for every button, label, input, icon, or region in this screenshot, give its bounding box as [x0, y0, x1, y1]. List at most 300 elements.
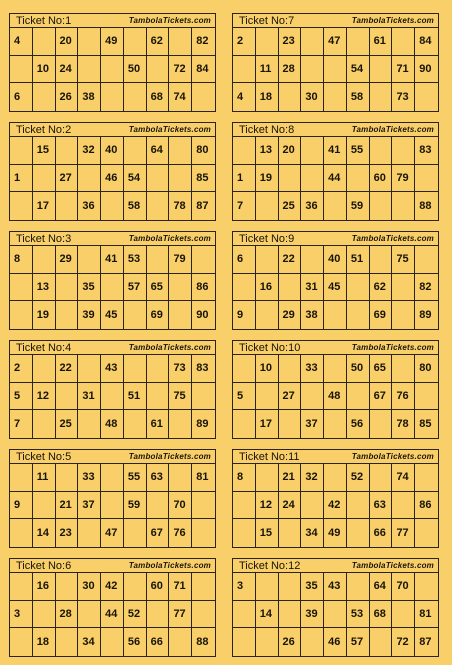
number-cell — [124, 355, 147, 383]
site-name-label: TambolaTickets.com — [128, 16, 211, 25]
number-cell — [124, 573, 147, 601]
number-cell: 89 — [196, 418, 209, 431]
number-cell — [279, 410, 302, 438]
number-cell — [56, 137, 79, 165]
number-grid — [10, 28, 215, 111]
number-cell: 25 — [56, 410, 79, 438]
number-cell: 30 — [301, 83, 324, 111]
number-cell: 72 — [392, 628, 415, 656]
number-cell — [78, 410, 101, 438]
number-cell: 40 — [101, 137, 124, 165]
number-cell: 22 — [56, 355, 79, 383]
number-cell — [324, 601, 347, 629]
number-cell — [279, 165, 302, 193]
number-cell: 39 — [78, 301, 101, 329]
number-cell: 80 — [415, 355, 438, 383]
number-cell: 47 — [101, 519, 124, 547]
number-cell: 58 — [124, 192, 147, 220]
number-cell: 42 — [101, 573, 124, 601]
number-cell — [347, 301, 370, 329]
number-grid — [233, 28, 438, 111]
number-cell — [33, 246, 56, 274]
number-cell: 81 — [192, 464, 215, 492]
number-cell — [169, 410, 192, 438]
ticket-number-label: Ticket No:12 — [239, 559, 301, 572]
number-cell: 31 — [301, 274, 324, 302]
number-cell — [370, 83, 393, 111]
number-cell: 77 — [392, 519, 415, 547]
number-cell: 17 — [256, 410, 279, 438]
number-grid — [10, 246, 215, 329]
number-cell: 45 — [324, 274, 347, 302]
number-cell: 76 — [169, 519, 192, 547]
number-cell — [233, 410, 256, 438]
number-cell — [147, 192, 170, 220]
number-cell — [301, 492, 324, 520]
ticket-card — [232, 13, 439, 112]
number-cell: 17 — [33, 192, 56, 220]
number-cell: 2 — [10, 355, 33, 383]
number-cell: 38 — [78, 83, 101, 111]
number-cell: 86 — [415, 492, 438, 520]
number-grid — [10, 137, 215, 220]
number-cell: 28 — [279, 56, 302, 84]
number-cell — [279, 601, 302, 629]
number-grid — [233, 573, 438, 656]
number-cell — [10, 301, 33, 329]
number-cell: 51 — [347, 246, 370, 274]
number-cell: 50 — [347, 355, 370, 383]
ticket-number-label: Ticket No:4 — [16, 341, 72, 354]
number-cell — [392, 601, 415, 629]
number-cell: 8 — [10, 246, 33, 274]
number-grid — [10, 355, 215, 438]
number-cell — [256, 246, 279, 274]
number-cell — [192, 601, 215, 629]
number-cell: 66 — [370, 519, 393, 547]
number-cell: 64 — [147, 137, 170, 165]
number-cell — [192, 492, 215, 520]
number-cell — [147, 601, 170, 629]
number-cell: 12 — [256, 492, 279, 520]
number-cell — [324, 301, 347, 329]
number-cell: 70 — [392, 573, 415, 601]
number-cell: 72 — [169, 56, 192, 84]
number-cell — [279, 274, 302, 302]
number-cell: 15 — [33, 137, 56, 165]
number-cell — [324, 83, 347, 111]
number-cell: 60 — [147, 573, 170, 601]
number-cell: 56 — [124, 628, 147, 656]
number-cell: 14 — [33, 519, 56, 547]
number-cell: 25 — [279, 192, 302, 220]
number-cell: 59 — [347, 192, 370, 220]
number-cell: 49 — [101, 28, 124, 56]
number-cell — [233, 628, 256, 656]
number-cell: 48 — [101, 410, 124, 438]
ticket-card — [232, 558, 439, 657]
number-cell: 59 — [124, 492, 147, 520]
number-cell — [370, 628, 393, 656]
number-cell: 57 — [124, 274, 147, 302]
number-cell — [56, 274, 79, 302]
site-name-label: TambolaTickets.com — [351, 452, 434, 461]
number-cell: 69 — [147, 301, 170, 329]
number-cell: 79 — [169, 246, 192, 274]
number-cell — [301, 165, 324, 193]
number-cell: 53 — [347, 601, 370, 629]
number-cell — [192, 573, 215, 601]
number-cell: 40 — [324, 246, 347, 274]
number-cell: 55 — [347, 137, 370, 165]
number-cell: 51 — [124, 383, 147, 411]
number-cell: 41 — [324, 137, 347, 165]
ticket-card — [232, 449, 439, 548]
number-cell — [10, 519, 33, 547]
number-cell: 36 — [78, 192, 101, 220]
number-cell — [33, 601, 56, 629]
number-cell — [233, 355, 256, 383]
number-cell: 24 — [279, 492, 302, 520]
number-cell: 21 — [279, 464, 302, 492]
number-cell — [233, 519, 256, 547]
number-cell: 33 — [78, 464, 101, 492]
number-cell: 73 — [169, 355, 192, 383]
number-cell: 68 — [370, 601, 393, 629]
number-cell — [370, 137, 393, 165]
number-cell — [169, 628, 192, 656]
number-cell: 78 — [392, 410, 415, 438]
number-cell — [147, 165, 170, 193]
number-cell — [324, 192, 347, 220]
number-cell: 23 — [56, 519, 79, 547]
number-cell: 90 — [415, 56, 438, 84]
number-cell: 20 — [56, 28, 79, 56]
ticket-number-label: Ticket No:5 — [16, 450, 72, 463]
number-cell: 41 — [101, 246, 124, 274]
number-cell — [10, 573, 33, 601]
number-cell — [415, 165, 438, 193]
number-cell — [124, 137, 147, 165]
number-cell — [101, 492, 124, 520]
number-cell: 22 — [279, 246, 302, 274]
number-cell: 26 — [279, 628, 302, 656]
number-cell — [124, 410, 147, 438]
number-cell — [169, 301, 192, 329]
number-cell: 52 — [347, 464, 370, 492]
number-cell — [392, 137, 415, 165]
number-cell: 56 — [347, 410, 370, 438]
number-cell: 74 — [392, 464, 415, 492]
number-cell — [256, 301, 279, 329]
number-cell — [301, 56, 324, 84]
ticket-card — [9, 122, 216, 221]
number-cell — [56, 301, 79, 329]
number-cell: 5 — [233, 383, 256, 411]
number-cell — [347, 573, 370, 601]
site-name-label: TambolaTickets.com — [128, 234, 211, 243]
number-cell: 62 — [147, 28, 170, 56]
ticket-card — [9, 340, 216, 439]
number-cell — [279, 83, 302, 111]
number-cell: 65 — [147, 274, 170, 302]
number-grid — [233, 246, 438, 329]
number-cell — [256, 464, 279, 492]
number-cell: 19 — [256, 165, 279, 193]
number-cell — [56, 464, 79, 492]
number-cell: 73 — [392, 83, 415, 111]
ticket-number-label: Ticket No:3 — [16, 232, 72, 245]
number-cell — [192, 519, 215, 547]
number-cell: 13 — [33, 274, 56, 302]
number-cell — [370, 410, 393, 438]
number-cell — [147, 355, 170, 383]
ticket-card — [232, 231, 439, 330]
number-cell: 11 — [33, 464, 56, 492]
ticket-number-label: Ticket No:1 — [16, 14, 72, 27]
number-cell: 87 — [419, 636, 432, 649]
number-cell — [101, 83, 124, 111]
number-cell — [78, 355, 101, 383]
number-cell — [78, 28, 101, 56]
number-cell — [101, 274, 124, 302]
number-cell — [256, 192, 279, 220]
ticket-header — [10, 123, 215, 137]
number-cell: 24 — [56, 56, 79, 84]
number-cell: 1 — [10, 165, 33, 193]
number-grid — [10, 464, 215, 547]
number-cell — [124, 301, 147, 329]
number-cell: 64 — [370, 573, 393, 601]
number-cell: 27 — [279, 383, 302, 411]
number-cell: 70 — [169, 492, 192, 520]
number-cell — [233, 601, 256, 629]
number-cell — [10, 628, 33, 656]
number-cell — [301, 137, 324, 165]
number-grid — [233, 464, 438, 547]
number-cell: 15 — [256, 519, 279, 547]
number-cell — [324, 464, 347, 492]
number-cell — [33, 165, 56, 193]
ticket-header — [233, 559, 438, 573]
number-cell: 19 — [33, 301, 56, 329]
number-cell: 54 — [124, 165, 147, 193]
number-cell: 88 — [196, 636, 209, 649]
number-cell — [169, 137, 192, 165]
ticket-header — [233, 14, 438, 28]
number-cell — [392, 274, 415, 302]
number-cell — [415, 519, 438, 547]
ticket-header — [233, 232, 438, 246]
number-cell — [169, 28, 192, 56]
number-cell: 1 — [233, 165, 256, 193]
number-cell — [347, 274, 370, 302]
number-cell — [10, 56, 33, 84]
number-cell: 66 — [147, 628, 170, 656]
number-cell: 16 — [256, 274, 279, 302]
number-cell — [347, 492, 370, 520]
number-cell — [415, 83, 438, 111]
number-cell: 35 — [301, 573, 324, 601]
number-cell: 10 — [256, 355, 279, 383]
number-cell: 9 — [233, 301, 256, 329]
number-cell: 60 — [370, 165, 393, 193]
number-cell: 67 — [147, 519, 170, 547]
ticket-header — [10, 341, 215, 355]
number-cell — [147, 56, 170, 84]
number-cell — [233, 274, 256, 302]
number-cell — [256, 573, 279, 601]
number-cell: 46 — [324, 628, 347, 656]
number-cell — [147, 383, 170, 411]
number-cell: 45 — [101, 301, 124, 329]
number-cell — [279, 355, 302, 383]
number-cell: 9 — [10, 492, 33, 520]
number-cell: 8 — [233, 464, 256, 492]
number-cell — [78, 165, 101, 193]
number-cell: 28 — [56, 601, 79, 629]
site-name-label: TambolaTickets.com — [351, 234, 434, 243]
number-cell: 23 — [279, 28, 302, 56]
site-name-label: TambolaTickets.com — [128, 561, 211, 570]
number-cell — [56, 628, 79, 656]
number-cell — [169, 274, 192, 302]
number-cell — [256, 383, 279, 411]
number-cell — [324, 56, 347, 84]
number-cell: 20 — [279, 137, 302, 165]
number-cell — [301, 628, 324, 656]
number-cell — [347, 165, 370, 193]
site-name-label: TambolaTickets.com — [351, 343, 434, 352]
site-name-label: TambolaTickets.com — [351, 16, 434, 25]
number-cell — [370, 246, 393, 274]
ticket-header — [10, 559, 215, 573]
number-cell: 36 — [301, 192, 324, 220]
number-cell: 84 — [192, 56, 215, 84]
number-cell: 61 — [370, 28, 393, 56]
number-cell — [415, 573, 438, 601]
number-cell: 37 — [78, 492, 101, 520]
number-cell — [392, 355, 415, 383]
number-cell — [392, 192, 415, 220]
number-cell: 6 — [233, 246, 256, 274]
ticket-card — [232, 340, 439, 439]
number-cell — [33, 83, 56, 111]
ticket-card — [9, 231, 216, 330]
number-cell: 26 — [56, 83, 79, 111]
number-cell — [192, 383, 215, 411]
number-cell: 4 — [10, 28, 33, 56]
number-cell: 88 — [419, 200, 432, 213]
number-cell — [233, 492, 256, 520]
number-cell — [415, 383, 438, 411]
number-cell: 32 — [301, 464, 324, 492]
number-cell — [347, 383, 370, 411]
number-cell — [279, 519, 302, 547]
number-cell: 10 — [33, 56, 56, 84]
number-cell: 52 — [124, 601, 147, 629]
number-cell: 84 — [415, 28, 438, 56]
number-cell: 67 — [370, 383, 393, 411]
number-grid — [233, 137, 438, 220]
number-cell: 78 — [169, 192, 192, 220]
number-cell — [101, 56, 124, 84]
number-grid — [233, 355, 438, 438]
number-cell — [78, 56, 101, 84]
number-cell: 61 — [147, 410, 170, 438]
number-cell — [192, 83, 215, 111]
number-cell — [101, 192, 124, 220]
ticket-number-label: Ticket No:9 — [239, 232, 295, 245]
number-cell — [347, 519, 370, 547]
number-cell: 74 — [169, 83, 192, 111]
number-cell — [347, 28, 370, 56]
number-cell — [56, 192, 79, 220]
number-cell — [169, 165, 192, 193]
number-cell: 33 — [301, 355, 324, 383]
number-cell — [147, 246, 170, 274]
ticket-card — [9, 558, 216, 657]
number-cell — [124, 83, 147, 111]
number-cell: 47 — [324, 28, 347, 56]
number-cell: 46 — [101, 165, 124, 193]
ticket-card — [232, 122, 439, 221]
number-cell: 71 — [392, 56, 415, 84]
number-cell — [101, 464, 124, 492]
number-cell: 3 — [233, 573, 256, 601]
number-cell — [56, 383, 79, 411]
number-cell — [301, 28, 324, 56]
number-cell: 49 — [324, 519, 347, 547]
number-cell: 43 — [101, 355, 124, 383]
number-cell: 34 — [78, 628, 101, 656]
number-cell: 48 — [324, 383, 347, 411]
number-cell — [101, 628, 124, 656]
number-cell: 42 — [324, 492, 347, 520]
number-cell: 62 — [370, 274, 393, 302]
number-cell — [324, 410, 347, 438]
site-name-label: TambolaTickets.com — [128, 125, 211, 134]
ticket-header — [10, 232, 215, 246]
number-cell: 35 — [78, 274, 101, 302]
ticket-header — [10, 14, 215, 28]
number-cell — [33, 410, 56, 438]
number-cell — [56, 573, 79, 601]
number-cell — [415, 464, 438, 492]
number-cell: 75 — [169, 383, 192, 411]
number-cell: 57 — [347, 628, 370, 656]
number-cell: 30 — [78, 573, 101, 601]
number-cell — [10, 137, 33, 165]
number-grid — [10, 573, 215, 656]
number-cell: 21 — [56, 492, 79, 520]
number-cell — [370, 192, 393, 220]
number-cell — [33, 355, 56, 383]
number-cell: 76 — [392, 383, 415, 411]
number-cell: 83 — [415, 137, 438, 165]
number-cell: 7 — [10, 410, 33, 438]
number-cell: 75 — [392, 246, 415, 274]
number-cell: 68 — [147, 83, 170, 111]
number-cell: 6 — [10, 83, 33, 111]
number-cell: 85 — [192, 165, 215, 193]
number-cell — [147, 492, 170, 520]
number-cell — [10, 192, 33, 220]
number-cell: 63 — [370, 492, 393, 520]
number-cell: 79 — [392, 165, 415, 193]
number-cell: 2 — [233, 28, 256, 56]
number-cell: 39 — [301, 601, 324, 629]
